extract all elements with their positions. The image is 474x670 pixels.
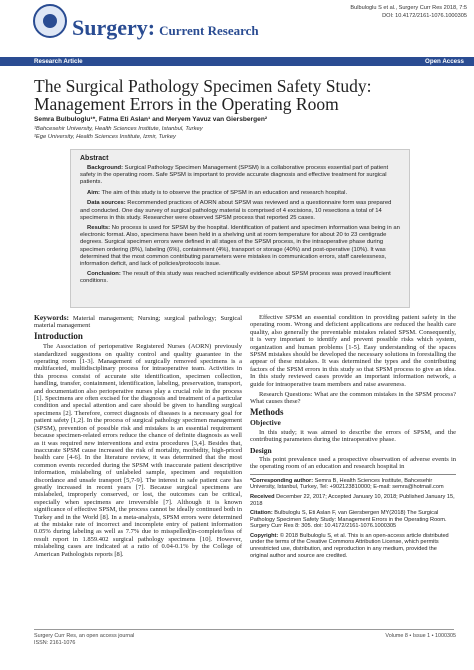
affiliation-2: ²Ege University, Health Sciences Institute, Izmir, Turkey: [34, 134, 176, 140]
objective-heading: Objective: [250, 418, 281, 428]
header-doi-link[interactable]: DOI: 10.4172/2161-1076.1000305: [382, 13, 467, 19]
header-cite-line: Bulbuloglu S et al., Surgery Curr Res 2018, 7:5: [350, 5, 467, 11]
copyright: Copyright: © 2018 Bulbuloglu S, et al. This is an open-access article distributed under the terms of the Creative Commons Attribution License, which permits unrestricted use, distribution, and reproduction in any medium, provided the original author and source are credited.: [250, 532, 449, 559]
article-title: The Surgical Pathology Specimen Safety Study: Management Errors in the Operating Room: [34, 76, 372, 114]
design-heading: Design: [250, 445, 272, 455]
abstract-data-sources: Data sources: Recommended practices of AORN about SPSM was reviewed and a questionnaire form was prepared and conducted. One day survey of surgical pathology material is comprised of 4 excisions, 10 resections a total of 14 specimens in this study. Researcher were observed SPSM process that reported 25 cases.: [80, 200, 392, 221]
journal-brand: [72, 15, 259, 41]
footer-left: [34, 633, 134, 647]
right-column: [250, 314, 456, 562]
journal-header: [0, 0, 474, 58]
divider: [250, 474, 456, 475]
research-questions: Research Questions: What are the common mistakes in the SPSM process? What causes these?: [250, 391, 456, 406]
abstract-box: [70, 149, 410, 308]
abstract-results: Results: No process is used for SPSM by the hospital. Identification of patient and specimen information was being in an electronic format. Also, specimens have been held in a shelving unit at room temperature for about 20 to 23 centigrade degrees. Surgical specimen errors were defined in all stages of the SPSM process, in the intraoperative phase during specimen ordering (8%), labeling (6%), containment (4%), transport or storage (40%) and post-operative (10%). It was determined that the most common contributing parameters were mistakes in communication errors, staff carelessness, information deficit, and lack of policies/protocols issue.: [80, 225, 400, 267]
introduction-heading: Introduction: [34, 330, 83, 341]
brand-sub: Current Research: [159, 23, 259, 38]
article-type-bar: [0, 57, 474, 66]
article-dates: Received December 22, 2017; Accepted January 10, 2018; Published January 15, 2018: [250, 493, 455, 507]
abstract-aim: Aim: The aim of this study is to observe the practice of SPSM in an education and research hospital.: [87, 189, 348, 196]
author-list: Semra Bulbuloglu¹*, Fatma Eti Aslan¹ and Meryem Yavuz van Giersbergen²: [34, 116, 268, 123]
design-paragraph: This point prevalence used a prospective observation of adverse events in the operating room of an education and research hospital in: [250, 455, 456, 471]
introduction-paragraph: The Association of perioperative Registered Nurses (AORN) previously standardized suggestions on quality control and quality guarantee in the operating room [1-3]. Management of surgically removed specimens is a multifaceted, multidisciplinary process for intraoperative team. Activities in this process consist of accurate site identification, specimen collection, handling, transfer, containment, identification, labeling, preservation, transport, and documentation also perioperative nurses play a crucial role in the process [1]. Specimens are often excised for the diagnosis and treatment of a particular condition and special attention and care should be given to handling surgical specimens [2]. Therefore, correct diagnosis of diseases is a necessary goal for patient safety [1,2]. In the process of surgical pathology specimen management (SPSM), prevention of possible risk and mistakes is an essential requirement because specimen-related errors reduce the chance of definite diagnosis as well as it was required new interventions and extra procedures [3,4]. Besides that, inaccurate SPSM cause increased the risk of mortality, morbidity, high-priced health care [4-6]. In the literature review, it was determined that the most common events recorded during the SPSM with inaccurate patient descriptive information, mislabeling of unlabeled sample, specimen and requisition discordance and unsafe transport [5,7-9]. The interest in safe patient care has greatly increased in recent years [7]. Because surgical specimens are mislabeled, improperly conserved, or lost, the outcomes can be critical, especially when specimens are irreversible [7]. Although it is known significance of effective SPSM, the process cannot be ideally continued both in Turkey and in the World [8]. In a meta-analysis, SPSM errors were determined at the mistake rate of incorrect and incomplete entry of patient information 0.05% during labeling as well as 7.7% due to misspelled(in-complete/loss of result report in 1.859.402 surgical pathology specimens [10]. However, mislabeling cases are indicated at a ratio of 0.04-0.1% by the College of American Pathologists reports [8].: [34, 343, 242, 558]
keywords: Keywords: Material management; Nursing; surgical pathology; Surgical material management: [34, 313, 242, 330]
left-column: [34, 314, 242, 561]
article-meta: [250, 478, 456, 560]
header-citation: [350, 4, 467, 20]
abstract-heading: Abstract: [80, 155, 109, 162]
methods-heading: Methods: [250, 406, 284, 417]
footer-issn: ISSN: 2161-1076: [34, 640, 76, 646]
corresponding-author: *Corresponding author: Semra B, Health Sciences Institute, Bahcesehir University, Istanbul, Turkey, Tel: +902123810000; E-mail: semra@hotmail.com: [250, 477, 444, 491]
journal-seal-icon: [33, 4, 67, 38]
body-paragraph: Effective SPSM an essential condition in providing patient safety in the operating room. Wrong and deficient applications are reduced the health care quality, also generally the preventable mistakes related SPSM. Consequently, it is very important to identify and prevent possible risks which system, organization and human problems [1-5]. Easy understanding of the spaces SPSM mistakes should be developed the necessary solutions in forestalling the appear of these mistakes. It was determined the types and the contributing factors of the SPSM errors in this study so that SPSM process to give an idea. In this study reviewed cases provide an important information network, a guide for intraoperative team members and raise awareness.: [250, 314, 456, 388]
footer-journal: Surgery Curr Res, an open access journal: [34, 633, 135, 639]
research-article-tag: Research Article: [34, 58, 83, 65]
citation: Citation: Bulbuloglu S, Eti Aslan F, van Giersbergen MY(2018) The Surgical Pathology Specimen Safety Study: Management Errors in the Operating Room. Surgery Curr Res 8: 305. doi: 10.4172/2161-1076.1000305: [250, 510, 447, 530]
abstract-background: Background: Surgical Pathology Specimen Management (SPSM) is a collaborative process essential part of patient safety in the operating room. Safe SPSM is important to provide accurate diagnosis and effective treatment for surgical patients.: [80, 165, 389, 186]
footer-divider: [34, 629, 454, 630]
objective-paragraph: In this study; it was aimed to describe the errors of SPSM, and the contributing parameters during the intraoperative phase.: [250, 428, 456, 444]
abstract-conclusion: Conclusion: The result of this study was reached scientifically evidence about SPSM process was proved insufficient conditions.: [80, 271, 391, 285]
footer-volume: Volume 8 • Issue 1 • 1000305: [385, 633, 456, 639]
brand-main: Surgery:: [72, 15, 156, 40]
open-access-tag: Open Access: [425, 58, 464, 65]
affiliation-1: ¹Bahcesehir University, Health Sciences Institute, Istanbul, Turkey: [34, 126, 203, 132]
